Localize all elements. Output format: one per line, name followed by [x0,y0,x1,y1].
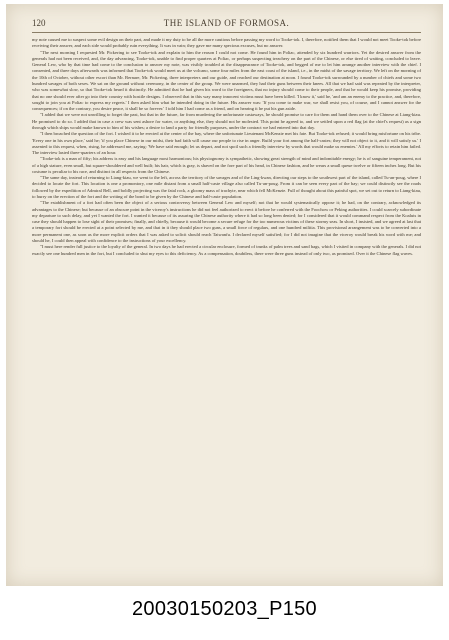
paragraph: "I must here render full justice to the loyalty of the general. In two days he had erected a circular enclosure, formed of trunks of palm trees and sand bags, which I visited in company with the generals. I did not exactly see one hundred men in the fort, but I concluded to shut my eyes to this deficiency. As a compensation, doubtless, there were three guns instead of only two, as promised. Over it the Chinese flag waves. [32,244,421,256]
image-id-caption: 20030150203_P150 [132,598,317,620]
paragraph: my note caused me to suspect some evil design on their part, and made it my duty to be all the more cautious before passing my word to Tooke-tok. I, therefore, notified them that I would not meet Tooke-tok before receiving their answer, and each side would probably ruin everything. It was in vain; they gave me many specious excuses, but no answer. [32,37,421,49]
paragraph: "I then broached the question of the fort. I wished it to be erected at the center of the bay, where the unfortunate Lieutenant McKenzie met his fate. But Tooke-tok refused; it would bring misfortune on his tribe. 'Every one in his own place,' said he; 'if you place Chinese in our midst, their bad faith will cause our people to rise in anger. Build your fort among the half-castes; they will not object to it, and it will satisfy us.' I assented to this request, when, rising, he addressed me, saying: 'We have said enough; let us depart, and not spoil such a friendly interview by words that would make us enemies.' All my efforts to retain him failed. The interview lasted three-quarters of an hour. [32,131,421,156]
page-number: 120 [32,18,46,28]
paragraph: "I added that we were not unwilling to forget the past, but that in the future, far from murdering the unfortunate castaways, he should promise to care for them and hand them over to the Chinese at Liang-kiau. He promised to do so. I added that in case a crew was sent ashore for water, or anything else, they should not be molested. This point he agreed to, and we settled upon a red flag (at the chief's request) as a sign through which ships would make known to him of his wishes; a desire to land a party for friendly purposes, under the contract we had entered into that day. [32,112,421,130]
paragraph: "The establishment of a fort had often been the object of a serious controversy between General Lew and myself; not that he would systematically oppose it; he had, on the contrary, acknowledged its advantages to the Chinese; but because of an obscure point in the viceroy's instructions he did not feel authorized to erect it before he conferred with the Foochow or Peking authorities. I could scarcely subordinate my departure to such delay, and yet I wanted the fort. I wanted it because of its assuring the Chinese authority where it had so long been denied; for I considered that it would command respect from the Koaluts in case they should happen to lose sight of their promises; finally, and chiefly, because it would become a secure refuge for the too numerous victims of these stormy seas. In short, I insisted, and we agreed at last that a temporary fort should be erected at a point selected by me, and that in it they should place two guns, a small force of regulars, and one hundred militia. This provisional arrangement was to be converted into a more permanent one, as soon as the more explicit orders that I was asked to solicit should reach Taiwanfu. I declared myself satisfied; for I did not imagine that the viceroy would break his word with me; and should he, I could then appeal with confidence to the instructions of your excellency. [32,200,421,243]
running-title: THE ISLAND OF FORMOSA. [163,18,290,28]
paragraph: "Tooke-tok is a man of fifty; his address is easy and his language most harmonious; his physiognomy is sympathetic, showing great strength of mind and indomitable energy; he is of sanguine temperament, not of a high stature, even small, but square-shouldered and well built; his hair, which is gray, is shaved on the fore part of his head, in Chinese fashion, and he wears a small queue twelve or fifteen inches long. But his costume is peculiar to his race, and distinct in all respects from the Chinese. [32,156,421,174]
paragraph: "The next morning I requested Mr. Pickering to see Tooke-tok and explain to him the reason I could not come. He found him in Poliac, attended by six hundred warriors. Yet the desired answer from the generals had not been received, and, the day advancing, Tooke-tok, unable to find proper quarters at Poliac, or perhaps suspecting treachery on the part of the Chinese, or else tired of waiting, concluded to leave. General Lew, who by that time had come to the conclusion to answer my note, was visibly troubled at the disappearance of Tooke-tok, and begged of me to let him arrange another interview with the chief. I consented, and three days afterwards was informed that Tooke-tok would meet us at the volcano, some four miles from the east coast of the island, i.e., in the midst of the savage territory. We left on the morning of the 10th of October, without other escort than Mr. Bernare, Mr. Pickering, three interpreters and our guide, and reached our destination at noon. I found Tooke-tok surrounded by a number of chiefs and some two hundred savages of both sexes. We sat on the ground without ceremony, in the center of the group. We were unarmed, they had their guns between their knees. All that we had said was repeated by the interpreter, who was somewhat slow, so that Tooke-tok heard it distinctly. He admitted that he had given his word to the foreigners, that no injury should come to their people, and that he would keep his promise, providing that no one should ever after go into their country with hostile designs. I observed that in this way many innocent victims must have been killed. 'I know it,' said he, 'and am an enemy to the practice, and, therefore, sought to join you at Poliac to express my regrets.' I then asked him what he intended doing in the future. His answer was: 'If you come to make war, we shall resist you, of course, and I cannot answer for the consequences; if on the contrary, you desire peace, it shall be so forever.' I told him I had come as a friend, and on hearing it he put his gun aside. [32,49,421,112]
paragraph: "The same day, instead of returning to Liang-kiau, we went to the left, across the territory of the savages and of the Ling-kwan, directing our steps to the southwest part of the island, called Tu-an-poug, where I decided to locate the fort. This location is one a promontory, one mile distant from a small half-caste village also called Tu-an-poug. From it can be seen every part of the bay; we could distinctly see the roads followed by the expedition of Admiral Bell, and boldly projecting was the fatal rock, a gloomy mass of trachyte, near which fell McKenzie. Full of thought about this painful spot, we set out to return to Liang-kiau, to hurry on the erection of the fort and the writing of the bond to be given by the Chinese and half-caste population. [32,175,421,200]
header-rule [32,32,421,33]
book-page [6,4,443,586]
running-head [32,18,421,30]
body-text [32,37,421,579]
